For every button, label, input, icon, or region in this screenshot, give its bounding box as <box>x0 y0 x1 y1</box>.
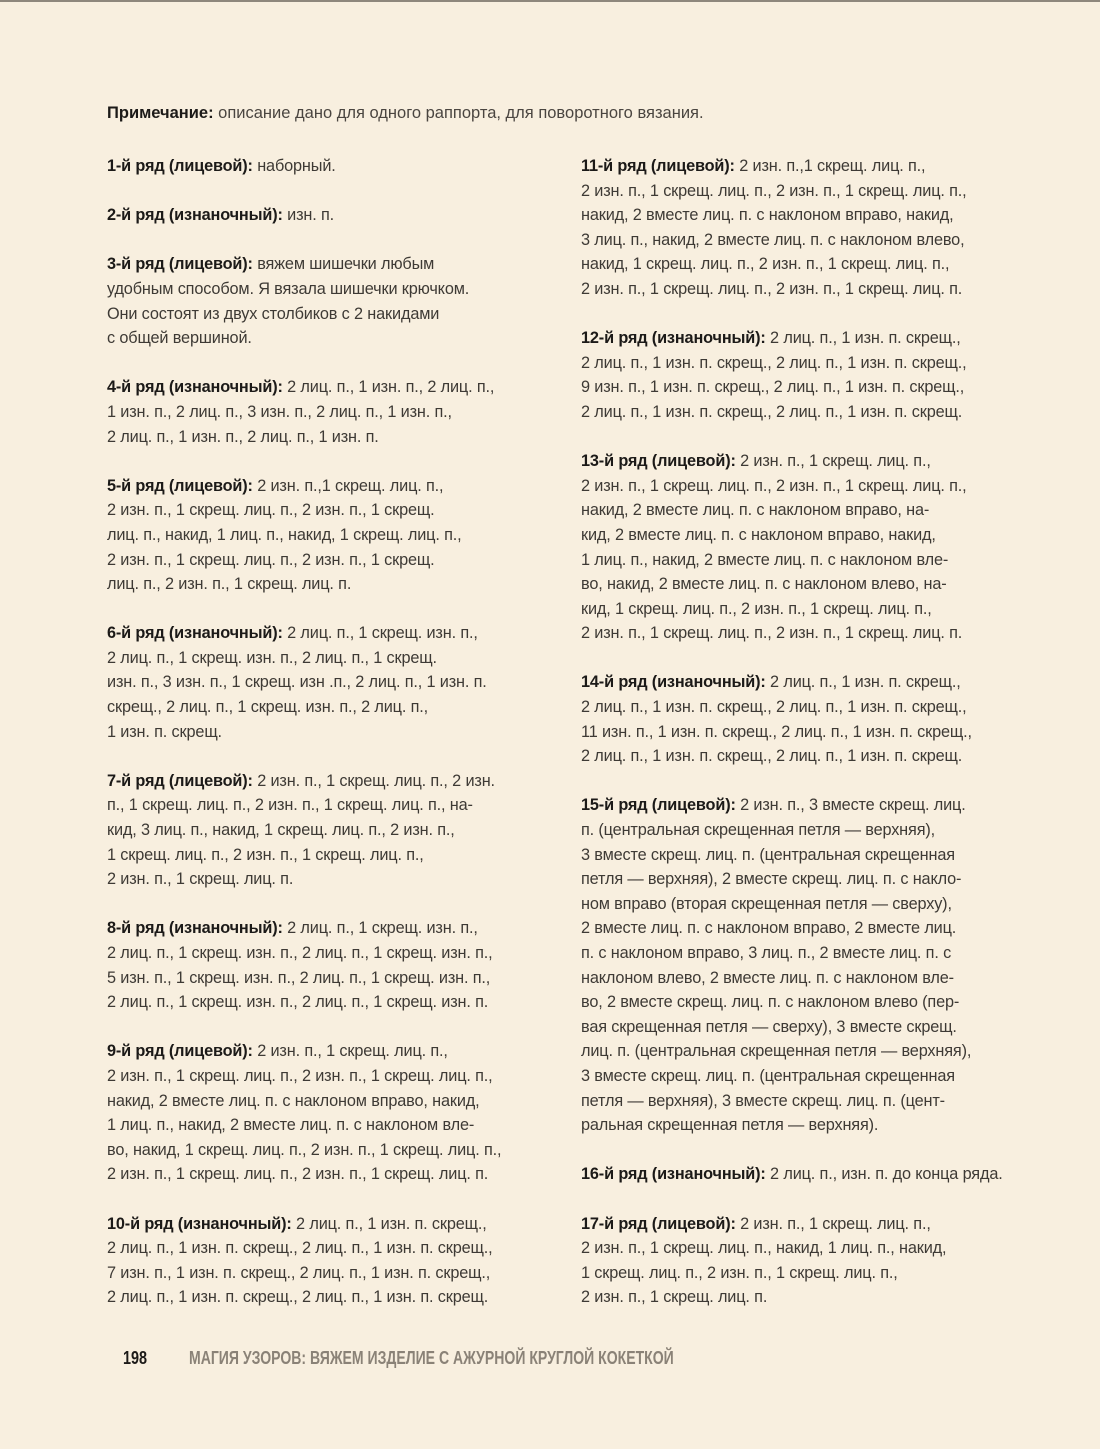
row-text: 2 лиц. п., 1 изн. п. скрещ., <box>291 1214 487 1233</box>
instruction-line: 2 изн. п., 1 скрещ. лиц. п., 2 изн. п., 1 скрещ. лиц. п. <box>581 279 963 298</box>
instruction-line: 1 изн. п. скрещ. <box>107 722 222 741</box>
instruction-line: лиц. п., 2 изн. п., 1 скрещ. лиц. п. <box>107 575 352 594</box>
instruction-line <box>581 449 1031 474</box>
row-label: 15-й ряд (лицевой): <box>581 796 736 815</box>
row-label: 12-й ряд (изнаночный): <box>581 329 766 348</box>
instruction-line: наклоном влево, 2 вместе лиц. п. с наклоном вле- <box>581 968 954 987</box>
row-text: 2 изн. п., 1 скрещ. лиц. п., <box>735 452 931 471</box>
row-label: 8-й ряд (изнаночный): <box>107 919 283 938</box>
instruction-line <box>107 252 557 277</box>
row-text: 2 лиц. п., 1 изн. п., 2 лиц. п., <box>282 378 495 397</box>
instruction-line: 2 лиц. п., 1 изн. п. скрещ., 2 лиц. п., 1 изн. п. скрещ., <box>581 698 967 717</box>
instruction-line: п. (центральная скрещенная петля — верхняя), <box>581 821 936 840</box>
row-instruction <box>107 1212 557 1310</box>
row-text: 2 лиц. п., 1 изн. п. скрещ., <box>765 673 961 692</box>
row-label: 9-й ряд (лицевой): <box>107 1042 253 1061</box>
row-label: 10-й ряд (изнаночный): <box>107 1214 292 1233</box>
instruction-line: накид, 1 скрещ. лиц. п., 2 изн. п., 1 скрещ. лиц. п., <box>581 255 950 274</box>
pattern-note <box>107 104 704 123</box>
row-text: 2 изн. п., 3 вместе скрещ. лиц. <box>735 796 966 815</box>
row-instruction <box>107 621 557 744</box>
instruction-line: 2 изн. п., 1 скрещ. лиц. п. <box>581 1288 768 1307</box>
row-label: 7-й ряд (лицевой): <box>107 771 253 790</box>
instruction-line: 2 вместе лиц. п. с наклоном вправо, 2 вместе лиц. <box>581 919 957 938</box>
row-instruction <box>107 252 557 350</box>
instruction-line <box>107 621 557 646</box>
instruction-line: 11 изн. п., 1 изн. п. скрещ., 2 лиц. п., 1 изн. п. скрещ., <box>581 722 972 741</box>
row-instruction <box>107 375 557 449</box>
row-instruction <box>107 916 557 1014</box>
note-label: Примечание: <box>107 104 214 122</box>
row-instruction <box>107 154 557 179</box>
instruction-line <box>107 154 557 179</box>
instruction-line: 3 вместе скрещ. лиц. п. (центральная скрещенная <box>581 1066 955 1085</box>
instruction-line: 7 изн. п., 1 изн. п. скрещ., 2 лиц. п., 1 изн. п. скрещ., <box>107 1263 491 1282</box>
row-instruction <box>581 670 1031 768</box>
instruction-line: петля — верхняя), 2 вместе скрещ. лиц. п. с накло- <box>581 870 962 889</box>
instruction-line: Они состоят из двух столбиков с 2 накидами <box>107 304 440 323</box>
instruction-line: изн. п., 3 изн. п., 1 скрещ. изн .п., 2 лиц. п., 1 изн. п. <box>107 673 487 692</box>
instruction-line: 2 изн. п., 1 скрещ. лиц. п., 2 изн. п., 1 скрещ. лиц. п. <box>107 1165 489 1184</box>
instruction-line: вая скрещенная петля — сверху), 3 вместе скрещ. <box>581 1017 957 1036</box>
row-text: 2 лиц. п., 1 скрещ. изн. п., <box>282 624 478 643</box>
instruction-line: 2 изн. п., 1 скрещ. лиц. п. <box>107 870 294 889</box>
instruction-line: накид, 2 вместе лиц. п. с наклоном вправо, накид, <box>107 1091 480 1110</box>
instruction-line: 2 изн. п., 1 скрещ. лиц. п., накид, 1 лиц. п., накид, <box>581 1239 947 1258</box>
instruction-line: 1 изн. п., 2 лиц. п., 3 изн. п., 2 лиц. п., 1 изн. п., <box>107 402 452 421</box>
instruction-line: кид, 1 скрещ. лиц. п., 2 изн. п., 1 скрещ. лиц. п., <box>581 599 932 618</box>
instruction-line: удобным способом. Я вязала шишечки крючком. <box>107 279 470 298</box>
instruction-line: 2 лиц. п., 1 изн. п. скрещ., 2 лиц. п., 1 изн. п. скрещ. <box>581 402 963 421</box>
row-instruction <box>107 769 557 892</box>
instruction-line: 9 изн. п., 1 изн. п. скрещ., 2 лиц. п., 1 изн. п. скрещ., <box>581 378 965 397</box>
instruction-line: 2 лиц. п., 1 скрещ. изн. п., 2 лиц. п., 1 скрещ. изн. п., <box>107 944 493 962</box>
instruction-line: 2 лиц. п., 1 изн. п. скрещ., 2 лиц. п., 1 изн. п. скрещ., <box>581 353 967 372</box>
instruction-line: 2 лиц. п., 1 скрещ. изн. п., 2 лиц. п., 1 скрещ. изн. п. <box>107 993 489 1012</box>
row-text: 2 изн. п.,1 скрещ. лиц. п., <box>734 157 926 175</box>
instruction-line <box>107 916 557 941</box>
instruction-line: 2 лиц. п., 1 изн. п. скрещ., 2 лиц. п., 1 изн. п. скрещ. <box>107 1288 489 1307</box>
row-label: 4-й ряд (изнаночный): <box>107 378 283 397</box>
instruction-line: 2 изн. п., 1 скрещ. лиц. п., 2 изн. п., 1 скрещ. <box>107 550 435 569</box>
instruction-line: 2 изн. п., 1 скрещ. лиц. п., 2 изн. п., 1 скрещ. лиц. п. <box>581 624 963 643</box>
row-label: 11-й ряд (лицевой): <box>581 157 735 175</box>
instruction-line: 2 лиц. п., 1 скрещ. изн. п., 2 лиц. п., 1 скрещ. <box>107 648 437 667</box>
row-label: 2-й ряд (изнаночный): <box>107 206 283 225</box>
row-instruction <box>107 1039 557 1187</box>
row-label: 17-й ряд (лицевой): <box>581 1214 736 1233</box>
instruction-line: 2 изн. п., 1 скрещ. лиц. п., 2 изн. п., 1 скрещ. лиц. п., <box>107 1066 493 1085</box>
row-text: 2 лиц. п., 1 скрещ. изн. п., <box>282 919 478 938</box>
instruction-line <box>581 793 1031 818</box>
instruction-line <box>107 474 557 499</box>
instruction-line: 5 изн. п., 1 скрещ. изн. п., 2 лиц. п., 1 скрещ. изн. п., <box>107 968 491 987</box>
row-text: 2 изн. п., 1 скрещ. лиц. п., <box>735 1214 931 1233</box>
row-text: 2 лиц. п., изн. п. до конца ряда. <box>765 1165 1003 1184</box>
note-text: описание дано для одного раппорта, для поворотного вязания. <box>213 104 704 122</box>
instruction-line: во, накид, 2 вместе лиц. п. с наклоном влево, на- <box>581 575 947 594</box>
instruction-line: кид, 2 вместе лиц. п. с наклоном вправо, накид, <box>581 525 936 544</box>
instruction-line: 2 изн. п., 1 скрещ. лиц. п., 2 изн. п., 1 скрещ. <box>107 501 435 520</box>
row-text: 2 изн. п., 1 скрещ. лиц. п., <box>252 1042 448 1061</box>
instruction-line: 1 лиц. п., накид, 2 вместе лиц. п. с наклоном вле- <box>581 550 949 569</box>
instruction-line <box>581 1162 1031 1187</box>
row-text: наборный. <box>252 157 336 175</box>
row-instruction <box>107 203 557 228</box>
instruction-line: во, накид, 1 скрещ. лиц. п., 2 изн. п., 1 скрещ. лиц. п., <box>107 1140 502 1159</box>
row-instruction <box>581 449 1031 646</box>
row-label: 14-й ряд (изнаночный): <box>581 673 766 692</box>
instruction-line: петля — верхняя), 3 вместе скрещ. лиц. п. (цент- <box>581 1091 945 1110</box>
instruction-line <box>581 154 1031 179</box>
row-instruction <box>581 326 1031 424</box>
row-label: 5-й ряд (лицевой): <box>107 476 253 495</box>
instructions-column-right <box>581 154 1031 1335</box>
row-text: изн. п. <box>282 206 335 225</box>
row-text: 2 лиц. п., 1 изн. п. скрещ., <box>765 329 961 348</box>
instruction-line: накид, 2 вместе лиц. п. с наклоном вправо, на- <box>581 501 930 520</box>
instruction-line <box>107 769 557 794</box>
instruction-line: 1 скрещ. лиц. п., 2 изн. п., 1 скрещ. лиц. п., <box>581 1263 898 1282</box>
running-title: МАГИЯ УЗОРОВ: ВЯЖЕМ ИЗДЕЛИЕ С АЖУРНОЙ КРУГЛОЙ КОКЕТКОЙ <box>189 1347 674 1368</box>
instruction-line: скрещ., 2 лиц. п., 1 скрещ. изн. п., 2 лиц. п., <box>107 698 429 717</box>
row-instruction <box>581 793 1031 1137</box>
page-top-edge <box>0 0 1100 2</box>
instruction-line: накид, 2 вместе лиц. п. с наклоном вправо, накид, <box>581 206 954 225</box>
instruction-line <box>581 670 1031 695</box>
instruction-line <box>581 1212 1031 1237</box>
instruction-line: 2 лиц. п., 1 изн. п., 2 лиц. п., 1 изн. п. <box>107 427 379 446</box>
row-label: 3-й ряд (лицевой): <box>107 255 253 274</box>
row-text: 2 изн. п., 1 скрещ. лиц. п., 2 изн. <box>252 771 495 790</box>
instruction-line <box>107 375 557 400</box>
instruction-line: 3 лиц. п., накид, 2 вместе лиц. п. с наклоном влево, <box>581 230 965 249</box>
instruction-line: 1 лиц. п., накид, 2 вместе лиц. п. с наклоном вле- <box>107 1116 475 1135</box>
row-label: 16-й ряд (изнаночный): <box>581 1165 766 1184</box>
instruction-line: 1 скрещ. лиц. п., 2 изн. п., 1 скрещ. лиц. п., <box>107 845 424 864</box>
instruction-line: кид, 3 лиц. п., накид, 1 скрещ. лиц. п., 2 изн. п., <box>107 821 455 840</box>
instruction-line: ном вправо (вторая скрещенная петля — сверху), <box>581 894 952 913</box>
instruction-line: 2 лиц. п., 1 изн. п. скрещ., 2 лиц. п., 1 изн. п. скрещ. <box>581 747 963 766</box>
instruction-line: во, 2 вместе скрещ. лиц. п. с наклоном влево (пер- <box>581 993 960 1012</box>
instruction-line: 3 вместе скрещ. лиц. п. (центральная скрещенная <box>581 845 955 864</box>
row-instruction <box>107 474 557 597</box>
instruction-line <box>581 326 1031 351</box>
instruction-line: п., 1 скрещ. лиц. п., 2 изн. п., 1 скрещ. лиц. п., на- <box>107 796 473 815</box>
instruction-line: 2 изн. п., 1 скрещ. лиц. п., 2 изн. п., 1 скрещ. лиц. п., <box>581 181 967 200</box>
instruction-line: лиц. п., накид, 1 лиц. п., накид, 1 скрещ. лиц. п., <box>107 525 462 544</box>
instruction-line: п. с наклоном вправо, 3 лиц. п., 2 вместе лиц. п. с <box>581 944 952 962</box>
instruction-line: лиц. п. (центральная скрещенная петля — верхняя), <box>581 1042 972 1061</box>
row-instruction <box>581 1162 1031 1187</box>
page-number: 198 <box>123 1347 148 1368</box>
row-instruction <box>581 154 1031 302</box>
row-text: вяжем шишечки любым <box>252 255 435 274</box>
row-label: 6-й ряд (изнаночный): <box>107 624 283 643</box>
instructions-column-left <box>107 154 557 1335</box>
instruction-line: с общей вершиной. <box>107 329 252 348</box>
row-text: 2 изн. п.,1 скрещ. лиц. п., <box>252 476 444 495</box>
instruction-line: 2 лиц. п., 1 изн. п. скрещ., 2 лиц. п., 1 изн. п. скрещ., <box>107 1239 493 1258</box>
row-label: 1-й ряд (лицевой): <box>107 157 253 175</box>
row-label: 13-й ряд (лицевой): <box>581 452 736 471</box>
instruction-line: 2 изн. п., 1 скрещ. лиц. п., 2 изн. п., 1 скрещ. лиц. п., <box>581 476 967 495</box>
row-instruction <box>581 1212 1031 1310</box>
page-footer <box>123 1344 810 1372</box>
instruction-line: ральная скрещенная петля — верхняя). <box>581 1116 879 1135</box>
instruction-line <box>107 1039 557 1064</box>
instruction-line <box>107 203 557 228</box>
instruction-line <box>107 1212 557 1237</box>
